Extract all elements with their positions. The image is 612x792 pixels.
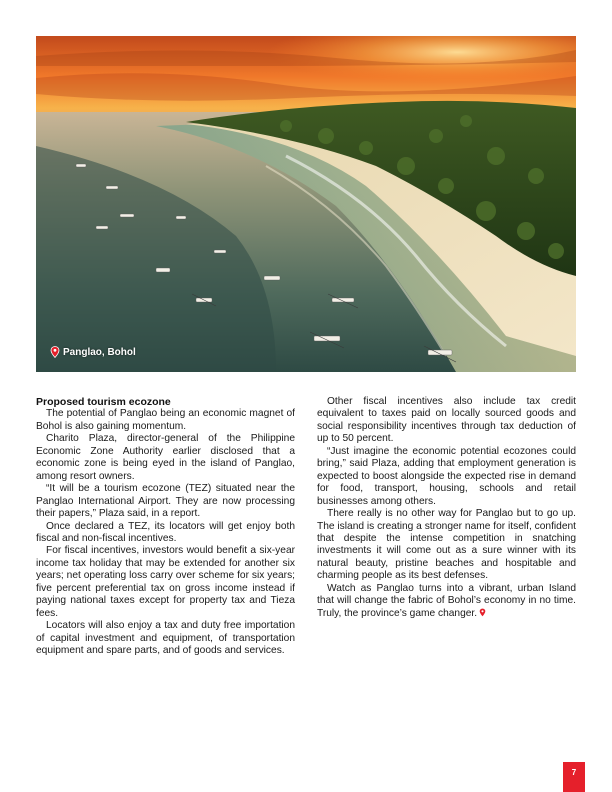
end-of-article-pin-icon: [479, 608, 486, 617]
section-heading: Proposed tourism ecozone: [36, 396, 171, 408]
article-paragraph: Locators will also enjoy a tax and duty free importation of capital investment and equipment, of transportation equipment and spare parts, and of goods and services.: [36, 620, 295, 657]
article-paragraph-final-text: Watch as Panglao turns into a vibrant, urban Island that will change the fabric of Bohol’s economy in no time. Truly, the province’s game changer.: [317, 582, 576, 619]
article-paragraph: For fiscal incentives, investors would benefit a six-year income tax holiday that may be extended for another six years; net operating loss carry over scheme for six years; five percent preferential tax on gross income instead if paying national taxes except for property tax and Tieza fees.: [36, 545, 295, 619]
article-paragraph: “It will be a tourism ecozone (TEZ) situated near the Panglao International Airport. They are now processing their papers,” Plaza said, in a report.: [36, 483, 295, 520]
article-paragraph: “Just imagine the economic potential ecozones could bring,” said Plaza, adding that employment generation is expected to boost alongside the expected rise in demand for food, transport, housing, schools and retail businesses among others.: [317, 445, 576, 507]
photo-caption-text: Panglao, Bohol: [63, 346, 136, 358]
page-number-badge: 7: [563, 762, 585, 792]
hero-photo: [36, 36, 576, 372]
article-paragraph: Once declared a TEZ, its locators will get enjoy both fiscal and non-fiscal incentives.: [36, 520, 295, 544]
article-column-right: [317, 396, 576, 620]
article-paragraph-final: [317, 583, 576, 620]
article-paragraph: The potential of Panglao being an economic magnet of Bohol is also gaining momentum.: [36, 408, 295, 432]
location-pin-icon: [50, 346, 60, 358]
article-paragraph: Charito Plaza, director-general of the Philippine Economic Zone Authority earlier disclosed that a economic zone is being eyed in the island of Panglao, among resort owners.: [36, 433, 295, 482]
article-column-left: [36, 396, 295, 658]
article-paragraph: Other fiscal incentives also include tax credit equivalent to taxes paid on locally sourced goods and social responsibility incentives through tax deduction of up to 50 percent.: [317, 396, 576, 445]
aerial-beach-sunset-image: [36, 36, 576, 372]
photo-caption: [50, 346, 136, 358]
article-paragraph: There really is no other way for Panglao but to go up. The island is creating a stronger name for itself, confident that despite the intense competition in snatching investments it will come out as a sure winner with its natural beauty, pristine beaches and hospitable and charming people as its best defenses.: [317, 508, 576, 582]
